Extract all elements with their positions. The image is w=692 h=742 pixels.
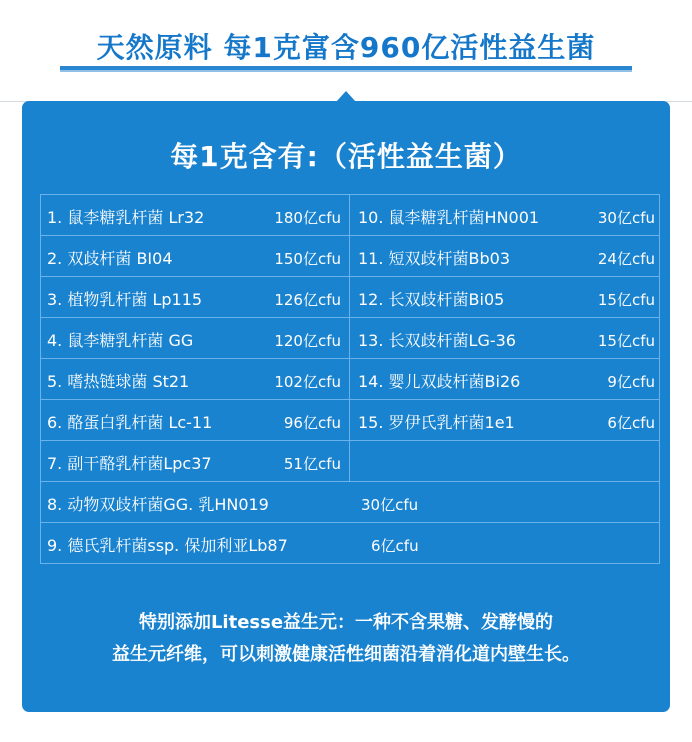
strain-count: 30亿cfu [597,209,655,227]
strain-cell [350,195,659,235]
strain-name: 7. 副干酪乳杆菌Lpc37 [47,454,212,473]
table-row [41,400,659,441]
strain-cell [350,359,659,399]
table-row [41,318,659,359]
strain-count: 51亿cfu [283,455,341,473]
strain-name: 8. 动物双歧杆菌GG. 乳HN019 [47,495,269,514]
strain-count: 15亿cfu [597,291,655,309]
strain-name: 1. 鼠李糖乳杆菌 Lr32 [47,208,205,227]
strain-count: 126亿cfu [274,291,341,309]
strain-name: 10. 鼠李糖乳杆菌HN001 [358,208,540,227]
strain-count: 180亿cfu [274,209,341,227]
strain-table [40,194,660,564]
strain-name: 5. 嗜热链球菌 St21 [47,372,190,391]
strain-count: 150亿cfu [274,250,341,268]
strain-cell [41,318,350,358]
table-row [41,195,659,236]
strain-count: 30亿cfu [361,496,419,514]
note-line: 益生元纤维，可以刺激健康活性细菌沿着消化道内壁生长。 [112,644,580,665]
strain-cell [41,277,350,317]
strain-name: 4. 鼠李糖乳杆菌 GG [47,331,194,350]
strain-cell [41,441,350,481]
strain-cell [350,400,659,440]
strain-cell [41,482,659,522]
table-row [41,523,659,563]
strain-name: 2. 双歧杆菌 BI04 [47,249,173,268]
strain-count: 96亿cfu [283,414,341,432]
strain-name: 3. 植物乳杆菌 Lp115 [47,290,203,309]
strain-count: 6亿cfu [371,537,419,555]
strain-cell [350,277,659,317]
strain-name: 15. 罗伊氏乳杆菌1e1 [358,413,515,432]
title-underline [60,66,632,72]
strain-count: 6亿cfu [607,414,655,432]
table-row [41,359,659,400]
strain-cell [41,400,350,440]
note-line: 特别添加Litesse益生元：一种不含果糖、发酵慢的 [138,612,554,633]
table-row [41,236,659,277]
strain-count: 24亿cfu [597,250,655,268]
strain-name: 14. 婴儿双歧杆菌Bi26 [358,372,521,391]
strain-cell [41,359,350,399]
strain-cell [350,236,659,276]
strain-count: 9亿cfu [607,373,655,391]
strain-cell [41,195,350,235]
table-row [41,482,659,523]
strain-cell [350,318,659,358]
probiotic-panel [22,101,670,712]
page-title: 天然原料 每1克富含960亿活性益生菌 [96,31,596,64]
strain-name: 13. 长双歧杆菌LG-36 [358,331,516,350]
strain-name: 9. 德氏乳杆菌ssp. 保加利亚Lb87 [47,536,288,555]
table-row [41,277,659,318]
table-row [41,441,659,482]
strain-count: 15亿cfu [597,332,655,350]
prebiotic-note [22,607,670,671]
strain-cell [41,236,350,276]
strain-name: 11. 短双歧杆菌Bb03 [358,249,511,268]
strain-name: 12. 长双歧杆菌Bi05 [358,290,505,309]
panel-title: 每1克含有:（活性益生菌） [170,140,522,173]
strain-count: 102亿cfu [274,373,341,391]
strain-name: 6. 酪蛋白乳杆菌 Lc-11 [47,413,213,432]
strain-cell [41,523,659,563]
strain-count: 120亿cfu [274,332,341,350]
empty-cell [350,441,659,481]
